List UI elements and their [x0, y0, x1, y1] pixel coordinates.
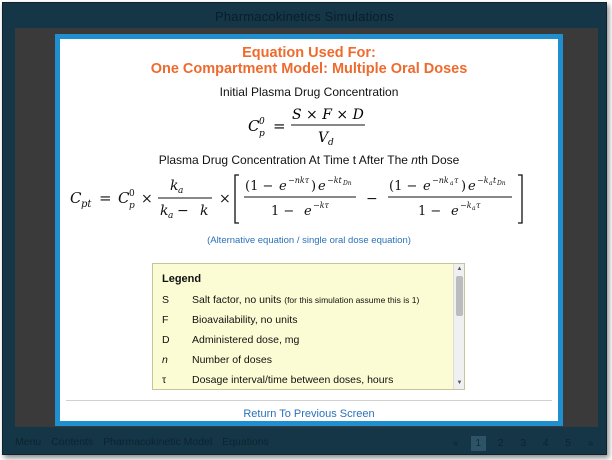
svg-text:k: k	[160, 203, 169, 219]
svg-text:e: e	[318, 179, 326, 194]
legend-desc: Number of doses	[192, 354, 272, 366]
legend-note: (for this simulation assume this is 1)	[284, 295, 420, 305]
svg-text:a: a	[168, 211, 174, 221]
svg-text:C: C	[248, 117, 260, 135]
scroll-thumb[interactable]	[456, 276, 463, 316]
svg-text:−: −	[177, 203, 189, 219]
pager	[445, 433, 598, 449]
legend-symbol: F	[162, 314, 169, 326]
svg-text:e: e	[451, 204, 459, 219]
svg-text:): )	[311, 179, 317, 194]
legend-symbol: S	[162, 294, 170, 306]
svg-text:1 −: 1 −	[418, 204, 442, 219]
app-window	[2, 2, 607, 455]
legend-symbol: n	[162, 354, 168, 366]
svg-text:e: e	[468, 179, 476, 194]
svg-text:a: a	[450, 180, 454, 187]
nav-contents[interactable]: Contents	[51, 436, 94, 448]
pager-page-3[interactable]: 3	[520, 438, 526, 449]
svg-text:×: ×	[141, 191, 153, 207]
svg-text:p: p	[129, 201, 135, 211]
nav-pharmacokinetic-model[interactable]: Pharmacokinetic Model	[103, 436, 213, 448]
app-title: Pharmacokinetics Simulations	[214, 9, 394, 24]
legend-symbol: τ	[162, 374, 167, 386]
svg-text:a: a	[472, 205, 476, 212]
svg-text:t: t	[493, 176, 497, 185]
svg-text:p: p	[259, 129, 265, 139]
svg-text:0: 0	[259, 117, 265, 127]
initial-concentration-equation	[243, 101, 393, 149]
scroll-down-arrow-icon[interactable]: ▼	[456, 380, 463, 386]
equation-title	[60, 45, 558, 77]
svg-text:=: =	[273, 117, 286, 135]
svg-text:C: C	[118, 189, 130, 207]
nav-equations[interactable]: Equations	[222, 436, 269, 448]
pager-next[interactable]: »	[587, 438, 594, 449]
title-line-1: Equation Used For:	[242, 45, 376, 61]
time-conc-heading: Plasma Drug Concentration At Time t After The nth Dose	[158, 153, 460, 167]
svg-text:−kτ: −kτ	[313, 201, 329, 210]
svg-text:e: e	[279, 179, 287, 194]
scroll-up-arrow-icon[interactable]: ▲	[456, 266, 463, 272]
svg-text:a: a	[489, 180, 493, 187]
svg-text:V: V	[318, 130, 329, 146]
svg-text:S × F × D: S × F × D	[292, 107, 364, 123]
svg-text:Dn: Dn	[343, 180, 352, 187]
nav-menu[interactable]: Menu	[15, 436, 42, 448]
svg-text:τ: τ	[454, 176, 459, 185]
modal-content	[60, 39, 558, 421]
svg-text:(1 −: (1 −	[389, 179, 418, 194]
svg-text:e: e	[304, 204, 312, 219]
legend-desc: Bioavailability, no units	[192, 314, 298, 326]
svg-text:−k: −k	[460, 201, 472, 210]
svg-text:−nkτ: −nkτ	[288, 176, 310, 185]
svg-text:e: e	[423, 179, 431, 194]
svg-text:=: =	[99, 189, 112, 207]
legend-row-number-of-doses	[153, 354, 453, 372]
svg-text:×: ×	[219, 191, 231, 207]
pager-page-5[interactable]: 5	[565, 438, 571, 449]
svg-text:pt: pt	[81, 199, 92, 210]
legend-row-salt-factor	[153, 294, 453, 312]
pager-page-2[interactable]: 2	[497, 438, 504, 449]
pager-prev[interactable]: «	[453, 438, 459, 449]
svg-text:k: k	[170, 178, 179, 194]
alternative-equation-link[interactable]: (Alternative equation / single oral dose equation)	[207, 235, 411, 246]
svg-text:(1 −: (1 −	[245, 179, 274, 194]
multiple-dose-equation	[66, 171, 546, 227]
pager-page-4[interactable]: 4	[542, 438, 549, 449]
legend-row-dosage-interval	[153, 374, 453, 390]
bottom-nav-links	[15, 436, 276, 448]
svg-text:k: k	[200, 203, 209, 219]
legend-desc: Salt factor, no units (for this simulation assume this is 1)	[192, 294, 420, 306]
legend-row-bioavailability	[153, 314, 453, 332]
legend-scrollbar[interactable]	[453, 264, 464, 389]
svg-text:): )	[461, 179, 467, 194]
svg-text:a: a	[178, 186, 184, 196]
legend-desc: Administered dose, mg	[192, 334, 300, 346]
svg-text:−k: −k	[477, 176, 489, 185]
equation-modal	[55, 34, 563, 426]
initial-conc-heading: Initial Plasma Drug Concentration	[219, 85, 399, 99]
svg-text:−kt: −kt	[327, 176, 342, 185]
divider	[66, 400, 552, 401]
title-line-2: One Compartment Model: Multiple Oral Doses	[150, 61, 468, 77]
svg-text:τ: τ	[476, 201, 481, 210]
legend-desc: Dosage interval/time between doses, hours	[192, 374, 394, 386]
legend-panel[interactable]	[152, 263, 465, 390]
legend-title: Legend	[162, 273, 202, 285]
svg-text:1 −: 1 −	[271, 204, 295, 219]
pager-page-1[interactable]: 1	[471, 436, 486, 451]
svg-text:d: d	[328, 138, 334, 148]
svg-text:Dn: Dn	[497, 180, 506, 187]
return-to-previous-link[interactable]: Return To Previous Screen	[243, 408, 375, 420]
bottom-nav-bar	[3, 428, 606, 456]
legend-symbol: D	[162, 334, 170, 346]
svg-text:−nk: −nk	[432, 176, 449, 185]
svg-text:C: C	[70, 189, 82, 207]
legend-row-dose	[153, 334, 453, 352]
svg-text:0: 0	[129, 189, 135, 199]
svg-text:−: −	[366, 191, 378, 207]
